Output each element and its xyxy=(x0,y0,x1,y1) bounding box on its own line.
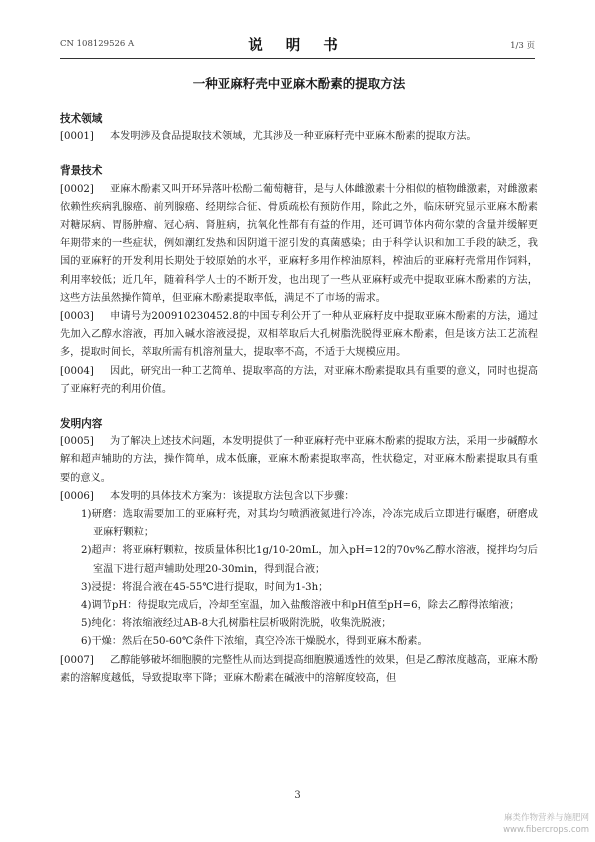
section-heading-invention: 发明内容 xyxy=(60,418,103,431)
paragraph-number: [0002] xyxy=(60,183,94,195)
paragraph-number: [0001] xyxy=(60,131,94,143)
watermark-site-name: 麻类作物营养与施肥网 xyxy=(503,813,589,823)
paragraph-0007 xyxy=(60,652,538,688)
paragraph-0005 xyxy=(60,433,538,488)
paragraph-0006 xyxy=(60,488,538,506)
paragraph-number: [0003] xyxy=(60,311,94,323)
paragraph-text: 申请号为200910230452.8的中国专利公开了一种从亚麻籽皮中提取亚麻木酚素的方法，通过先加入乙醇水溶液，再加入碱水溶液浸提，双相萃取后大孔树脂洗脱得亚麻木酚素，但是该方法工艺流程多，提取时间长，萃取所需有机溶剂量大，提取率不高，不适于大规模应用。 xyxy=(60,311,538,359)
method-step-2: 2)超声：将亚麻籽颗粒，按质量体积比1g/10-20mL，加入pH=12的70v%乙醇水溶液，搅拌均匀后室温下进行超声辅助处理20-30min，得到混合液； xyxy=(81,545,538,575)
document-body xyxy=(60,74,538,688)
paragraph-0001 xyxy=(60,128,538,146)
site-watermark xyxy=(503,812,589,836)
paragraph-number: [0006] xyxy=(60,490,94,502)
method-step-4: 4)调节pH：待提取完成后，冷却至室温，加入盐酸溶液中和pH值至pH=6，除去乙醇得浓缩液； xyxy=(81,600,520,612)
document-title: 一种亚麻籽壳中亚麻木酚素的提取方法 xyxy=(192,76,406,91)
method-step-3: 3)浸提：将混合液在45-55℃进行提取，时间为1-3h； xyxy=(81,581,329,593)
paragraph-0003 xyxy=(60,308,538,363)
paragraph-number: [0004] xyxy=(60,365,94,377)
paragraph-0002 xyxy=(60,181,538,308)
header-divider xyxy=(60,58,535,59)
section-heading-field: 技术领域 xyxy=(60,113,103,125)
method-step-1: 1)研磨：选取需要加工的亚麻籽壳，对其均匀喷洒液氮进行冷冻，冷冻完成后立即进行碾磨，研磨成亚麻籽颗粒； xyxy=(81,509,538,539)
page-number: 3 xyxy=(294,790,301,801)
paragraph-0004 xyxy=(60,363,538,399)
paragraph-text: 因此，研究出一种工艺简单、提取率高的方法，对亚麻木酚素提取具有重要的意义，同时也提高了亚麻籽壳的利用价值。 xyxy=(60,365,538,395)
watermark-url: www.fibercrops.com xyxy=(503,825,589,835)
method-step-6: 6)干燥：然后在50-60℃条件下浓缩，真空冷冻干燥脱水，得到亚麻木酚素。 xyxy=(81,636,428,648)
paragraph-text: 亚麻木酚素又叫开环异落叶松酚二葡萄糖苷，是与人体雌激素十分相似的植物雌激素，对雌激素依赖性疾病乳腺癌、前列腺癌、经期综合征、骨质疏松有预防作用，除此之外，临床研究显示亚麻木酚素对糖尿病、胃肠肿瘤、冠心病、肾脏病，抗氧化性都有有益的作用，还可调节体内荷尔蒙的含量并缓解更年期带来的一些症状，例如潮红发热和因阴道干涩引发的真菌感染；由于科学认识和加工手段的缺乏，我国的亚麻籽的开发利用长期处于较原始的水平，亚麻籽多用作榨油原料，榨油后的亚麻籽壳常用作饲料，利用率较低；近几年，随着科学人士的不断开发，也出现了一些从亚麻籽或壳中提取亚麻木酚素的方法，这些方法虽然操作简单，但亚麻木酚素提取率低，满足不了市场的需求。 xyxy=(60,183,538,304)
document-type: 说 明 书 xyxy=(248,37,347,54)
paragraph-text: 为了解决上述技术问题，本发明提供了一种亚麻籽壳中亚麻木酚素的提取方法，采用一步碱醇水解和超声辅助的方法，操作简单，成本低廉，亚麻木酚素提取率高，性状稳定，对亚麻木酚素提取具有重要的意义。 xyxy=(60,436,538,484)
method-step-5: 5)纯化：将浓缩液经过AB-8大孔树脂柱层析吸附洗脱，收集洗脱液； xyxy=(81,618,392,630)
page-header xyxy=(60,34,535,52)
paragraph-number: [0005] xyxy=(60,436,94,448)
paragraph-text: 本发明的具体技术方案为：该提取方法包含以下步骤： xyxy=(110,490,355,502)
page-indicator: 1/3 页 xyxy=(510,41,535,51)
paragraph-text: 乙醇能够破坏细胞膜的完整性从而达到提高细胞膜通透性的效果，但是乙醇浓度越高，亚麻木酚素的溶解度越低，导致提取率下降；亚麻木酚素在碱液中的溶解度较高，但 xyxy=(60,654,538,684)
paragraph-text: 本发明涉及食品提取技术领域，尤其涉及一种亚麻籽壳中亚麻木酚素的提取方法。 xyxy=(110,131,477,143)
section-heading-background: 背景技术 xyxy=(60,165,103,178)
paragraph-number: [0007] xyxy=(60,654,94,666)
patent-number: CN 108129526 A xyxy=(60,39,135,49)
